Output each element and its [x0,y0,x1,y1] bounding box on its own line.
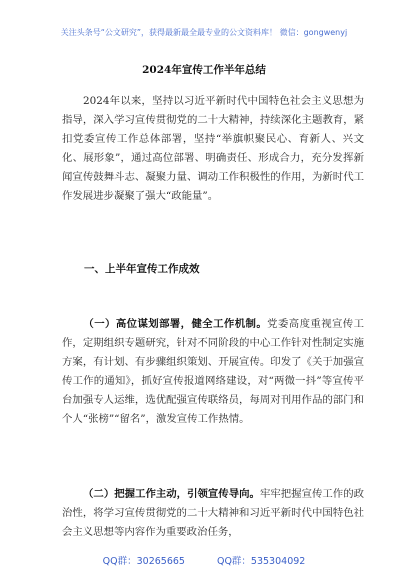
footer-contact [0,553,408,567]
item2-body: 牢牢把握宣传工作的政治性，将学习宣传贯彻党的二十大精神和习近平新时代中国特色社会主义思想等内容作为重要政治任务， [62,488,365,539]
item2-paragraph [62,485,364,542]
document-title: 2024年宣传工作半年总结 [142,64,266,76]
item1-body: 党委高度重视宣传工作，定期组织专题研究，针对不同阶段的中心工作针对性制定实施方案，有计划、有步骤组织策划、开展宣传。印发了《关于加强宣传工作的通知》，抓好宣传报道网络建设，对“两微一抖”等宣传平台加强专人运维，选优配强宣传联络员，每周对刊用作品的部门和个人“张榜”“留名”，激发宣传工作热情。 [62,318,365,426]
footer-qq-group-2: QQ群：535304092 [216,556,306,567]
item1-title: （一）高位谋划部署，健全工作机制。 [83,318,268,330]
promo-banner: 关注头条号“公文研究”，获得最新最全最专业的公文资料库！ 微信：gongwenyj [60,28,348,37]
section-heading: 一、上半年宣传工作成效 [84,263,200,275]
item1-paragraph [62,315,364,430]
footer-qq-group-1: QQ群：30265665 [102,556,185,567]
item2-title: （二）把握工作主动，引领宣传导向。 [83,488,260,500]
intro-paragraph [62,92,364,207]
intro-text: 2024年以来，坚持以习近平新时代中国特色社会主义思想为指导，深入学习宣传贯彻党的二十大精神，持续深化主题教育，紧扣党委宣传工作总体部署，坚持“举旗帜聚民心、育新人、兴文化、展形象”，通过高位部署、明确责任、形成合力，充分发挥新闻宣传鼓舞斗志、凝聚力量、调动工作积极性的作用，为新时代工作发展进步凝聚了强大“政能量”。 [62,95,364,203]
